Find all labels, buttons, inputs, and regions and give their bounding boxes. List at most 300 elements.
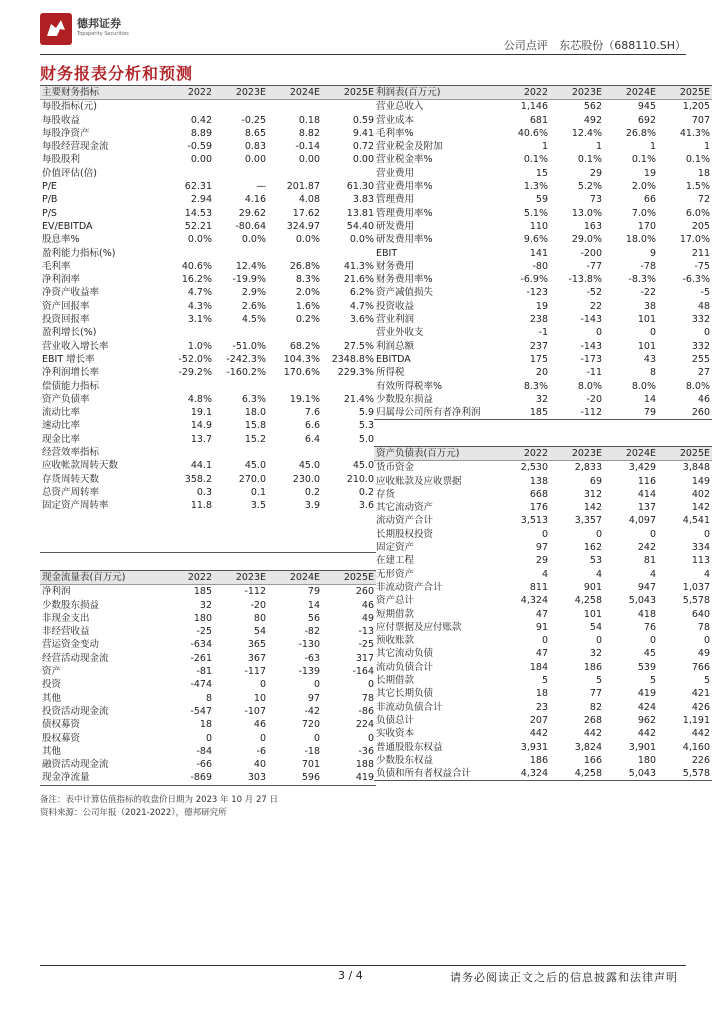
cell-value: 19 (535, 300, 548, 312)
cell-value: 46 (697, 393, 710, 405)
cell-value: 0.1% (685, 154, 710, 166)
row-label (40, 539, 160, 553)
stock-name: 东芯股份（688110.SH） (559, 39, 686, 52)
table-row (40, 313, 376, 326)
cell-value: 8.3% (523, 380, 548, 392)
row-label: 研发费用率% (376, 234, 433, 246)
cell-value (322, 380, 376, 393)
cell-value: 18 (535, 688, 548, 700)
cell-value: 3,848 (682, 462, 710, 474)
table-row (40, 286, 376, 299)
cell-value: 0 (313, 732, 320, 744)
cell-value: 5.3 (358, 420, 374, 432)
cell-value: 176 (529, 502, 548, 514)
cell-value: 260 (658, 406, 712, 420)
table-row (40, 340, 376, 353)
cell-value: 539 (637, 661, 656, 673)
row-label: 存货周转天数 (42, 473, 100, 485)
cell-value: 80 (253, 612, 266, 624)
row-label: 普通股股东权益 (376, 741, 443, 753)
table-row (40, 665, 376, 678)
cell-value: -173 (580, 353, 602, 365)
table-row (40, 459, 376, 472)
table-header-row (40, 571, 376, 585)
table-row (40, 705, 376, 718)
cell-value: 947 (637, 581, 656, 593)
row-label: 归属母公司所有者净利润 (374, 406, 500, 420)
row-label: 净资产收益率 (42, 287, 100, 299)
cell-value: 303 (214, 771, 268, 785)
table-row (40, 771, 376, 785)
cell-value: 141 (529, 247, 548, 259)
cell-value: 18 (199, 719, 212, 731)
cell-value: 40 (253, 759, 266, 771)
table-row (40, 247, 376, 260)
cell-value: 0 (649, 635, 656, 647)
table-row (374, 461, 712, 475)
cell-value: -19.9% (232, 274, 266, 286)
cell-value: -112 (550, 406, 604, 420)
table-row (374, 727, 712, 740)
row-label: 净利润 (42, 586, 71, 598)
cell-value (160, 167, 214, 180)
table-row (40, 718, 376, 731)
cell-value: 97 (535, 542, 548, 554)
table-row (374, 767, 712, 781)
cell-value: 3.1% (187, 314, 212, 326)
note-source: 资料来源：公司年报（2021-2022），德邦研究所 (40, 808, 227, 818)
table-row (40, 273, 376, 286)
cell-value: 0.1% (523, 154, 548, 166)
cell-value: 49 (697, 648, 710, 660)
cell-value: 10 (253, 692, 266, 704)
cell-value: 207 (529, 714, 548, 726)
logo-company-name-en: Topsperity Securities (77, 31, 129, 37)
table-row (40, 127, 376, 140)
cell-value: 4,160 (682, 741, 710, 753)
cell-value: 1,205 (682, 101, 710, 113)
cell-value: -139 (298, 666, 320, 678)
cell-value: 5.1% (523, 207, 548, 219)
cell-value: 6.3% (241, 393, 266, 405)
cell-value: 0 (205, 732, 212, 744)
cell-value (268, 539, 322, 553)
cell-value: 26.8% (289, 260, 320, 272)
cell-value: 29.0% (571, 234, 602, 246)
cell-value: 562 (583, 101, 602, 113)
cell-value: 596 (268, 771, 322, 785)
cell-value: -6.9% (520, 274, 548, 286)
cell-value: 2.94 (190, 194, 212, 206)
cell-value: 0 (703, 327, 710, 339)
cell-value: 2023E (550, 447, 604, 461)
row-label: 盈利能力指标(%) (42, 247, 116, 259)
cell-value: 3,901 (628, 741, 656, 753)
cell-value: 2.0% (295, 287, 320, 299)
row-label: 投资回报率 (42, 314, 90, 326)
cell-value: -63 (304, 652, 320, 664)
row-label: 财务费用 (376, 260, 415, 272)
cell-value: -0.59 (187, 141, 212, 153)
cell-value: 47 (535, 608, 548, 620)
cell-value: 44.1 (190, 460, 212, 472)
row-label: 管理费用 (376, 194, 415, 206)
cell-value: 229.3% (337, 367, 374, 379)
cell-value: 0 (367, 679, 374, 691)
row-label: 在建工程 (376, 555, 415, 567)
cell-value: 5 (541, 675, 548, 687)
table-row (374, 313, 712, 326)
cell-value: 424 (637, 701, 656, 713)
note-valuation-date: 备注：表中计算估值指标的收盘价日期为 2023 年 10 月 27 日 (40, 795, 278, 805)
cell-value (268, 100, 322, 114)
cell-value: 0 (259, 732, 266, 744)
cell-value: 367 (247, 652, 266, 664)
cell-value: 180 (193, 612, 212, 624)
cell-value: 7.6 (304, 407, 320, 419)
cell-value: -78 (640, 260, 656, 272)
row-label: 货币资金 (376, 462, 415, 474)
row-label: 营业外收支 (376, 327, 424, 339)
cell-value: 15.8 (244, 420, 266, 432)
cell-value: 3,931 (520, 741, 548, 753)
row-label: 净利润增长率 (42, 367, 100, 379)
cell-value: 0 (595, 528, 602, 540)
row-label: 偿债能力指标 (42, 380, 100, 392)
cell-value: 8.0% (685, 380, 710, 392)
cell-value: -75 (694, 260, 710, 272)
cell-value: 1 (541, 141, 548, 153)
table-row (374, 193, 712, 206)
cell-value: 19.1 (190, 407, 212, 419)
cell-value: 6.2% (349, 287, 374, 299)
cell-value: 29 (589, 167, 602, 179)
table-header-row (374, 447, 712, 461)
table-row (40, 114, 376, 127)
footer-divider (40, 965, 686, 966)
row-label: 盈利增长(%) (42, 327, 97, 339)
cell-value: 4,541 (682, 515, 710, 527)
cell-value: 11.8 (190, 500, 212, 512)
cell-value: 77 (589, 688, 602, 700)
row-label: 所得税 (376, 367, 405, 379)
row-label: 管理费用率% (376, 207, 433, 219)
cell-value: 3.5 (250, 500, 266, 512)
cell-value: 14 (643, 393, 656, 405)
cell-value: 418 (637, 608, 656, 620)
page-number: 3 / 4 (338, 969, 363, 982)
cell-value: 26.8% (625, 127, 656, 139)
table-row (374, 207, 712, 220)
row-label: 营业税金及附加 (376, 141, 443, 153)
cell-value: 18.0 (244, 407, 266, 419)
cell-value: 17.0% (679, 234, 710, 246)
cell-value: 59 (535, 194, 548, 206)
cell-value: -52.0% (178, 353, 212, 365)
balance-sheet-table (374, 446, 712, 781)
cell-value: -164 (352, 666, 374, 678)
cell-value: 7.0% (631, 207, 656, 219)
cell-value: 9.6% (523, 234, 548, 246)
cell-value: -81 (196, 666, 212, 678)
row-label: 少数股东权益 (376, 754, 434, 766)
cell-value: 402 (691, 488, 710, 500)
cell-value: 0.3 (196, 486, 212, 498)
row-label: 利润表(百万元) (374, 86, 500, 100)
cell-value: 8.0% (577, 380, 602, 392)
cell-value: 0.1% (577, 154, 602, 166)
cell-value: 53 (589, 555, 602, 567)
row-label: 利润总额 (376, 340, 415, 352)
row-label: 营业总收入 (376, 101, 424, 113)
cell-value (160, 446, 214, 459)
row-label: 其他 (42, 745, 62, 757)
row-label: 固定资产周转率 (42, 500, 109, 512)
cell-value: 5.0 (358, 433, 374, 445)
cell-value: 4,258 (550, 767, 604, 781)
cell-value: 2025E (658, 447, 712, 461)
table-row (374, 127, 712, 140)
row-label: 营运资金变动 (42, 639, 100, 651)
row-label: 投资 (42, 679, 62, 691)
row-label: 实收资本 (376, 728, 415, 740)
cell-value: 0 (649, 327, 656, 339)
cell-value: 2023E (214, 86, 268, 100)
cell-value: -242.3% (226, 353, 266, 365)
cell-value: 186 (583, 661, 602, 673)
cell-value: 419 (637, 688, 656, 700)
cell-value: 6.0% (685, 207, 710, 219)
cell-value: 0.0% (187, 234, 212, 246)
table-row (40, 732, 376, 745)
cell-value: 52.21 (184, 220, 212, 232)
cell-value: -77 (586, 260, 602, 272)
table-row (40, 692, 376, 705)
cell-value (214, 100, 268, 114)
cell-value: 175 (529, 353, 548, 365)
row-label: 应收账款及应收票据 (376, 475, 462, 487)
cell-value: 2024E (268, 571, 322, 585)
cell-value (268, 380, 322, 393)
cell-value: 16.2% (181, 274, 212, 286)
row-label: 非流动负债合计 (376, 701, 443, 713)
row-label: 流动负债合计 (376, 661, 434, 673)
cell-value: 72 (697, 194, 710, 206)
table-row (40, 745, 376, 758)
row-label: 非流动资产合计 (376, 581, 443, 593)
cell-value: 0.00 (244, 154, 266, 166)
cell-value: 668 (529, 488, 548, 500)
cell-value: 45 (643, 648, 656, 660)
table-row (374, 220, 712, 233)
cell-value (268, 326, 322, 339)
table-row (374, 167, 712, 180)
cell-value: 237 (529, 340, 548, 352)
cell-value: 707 (691, 114, 710, 126)
cell-value: 4.16 (244, 194, 266, 206)
row-label: EBIT 增长率 (42, 353, 95, 365)
cell-value: 0 (703, 528, 710, 540)
main-indicators-table (40, 85, 376, 553)
cell-value: 0.00 (352, 154, 374, 166)
cell-value: 640 (691, 608, 710, 620)
table-row (374, 406, 712, 420)
cell-value: -547 (190, 705, 212, 717)
cell-value: 332 (691, 340, 710, 352)
cell-value (214, 247, 268, 260)
row-label: 应收帐款周转天数 (42, 460, 119, 472)
cell-value: 43 (643, 353, 656, 365)
table-row (374, 541, 712, 554)
cell-value: 13.0% (571, 207, 602, 219)
cell-value: 681 (529, 114, 548, 126)
cell-value: 97 (307, 692, 320, 704)
table-row (40, 140, 376, 153)
row-label: 少数股东损益 (42, 599, 100, 611)
cell-value: 184 (529, 661, 548, 673)
cell-value: 8.3% (295, 274, 320, 286)
table-row (40, 638, 376, 651)
cell-value: 185 (500, 406, 550, 420)
cell-value: 2.6% (241, 300, 266, 312)
cell-value: 4.7% (349, 300, 374, 312)
cell-value: -8.3% (628, 274, 656, 286)
cell-value: 79 (307, 586, 320, 598)
cell-value: -634 (190, 639, 212, 651)
row-label: EV/EBITDA (42, 220, 93, 232)
cell-value: 3,824 (574, 741, 602, 753)
cell-value: 5.9 (358, 407, 374, 419)
cell-value: -66 (196, 759, 212, 771)
cell-value: 701 (301, 759, 320, 771)
table-row (374, 647, 712, 660)
cell-value: -112 (244, 586, 266, 598)
table-row (40, 678, 376, 691)
cell-value: -130 (298, 639, 320, 651)
table-row (374, 273, 712, 286)
cell-value: -123 (526, 287, 548, 299)
cell-value: -160.2% (226, 367, 266, 379)
row-label: 财务费用率% (376, 274, 433, 286)
cell-value: 492 (583, 114, 602, 126)
table-row (40, 499, 376, 512)
row-label (40, 526, 160, 539)
table-row (374, 475, 712, 488)
row-label: 其它流动负债 (376, 648, 434, 660)
table-row (374, 661, 712, 674)
cell-value: 414 (637, 488, 656, 500)
cell-value: 2022 (500, 447, 550, 461)
cell-value (214, 446, 268, 459)
row-label: EBITDA (376, 353, 411, 365)
cell-value: 21.4% (343, 393, 374, 405)
cell-value: 78 (697, 621, 710, 633)
cell-value: 0 (649, 528, 656, 540)
cell-value: 54 (589, 621, 602, 633)
cell-value: 14.9 (190, 420, 212, 432)
cell-value: 2024E (604, 447, 658, 461)
table-row (40, 758, 376, 771)
cell-value: 4 (541, 568, 548, 580)
cell-value: -0.25 (241, 114, 266, 126)
cell-value: 188 (355, 759, 374, 771)
cell-value (322, 100, 376, 114)
cell-value: 332 (691, 314, 710, 326)
table-row (374, 393, 712, 406)
cell-value: 170.6% (283, 367, 320, 379)
cell-value: 32 (199, 599, 212, 611)
table-row (40, 366, 376, 379)
cell-value: 4 (595, 568, 602, 580)
cell-value: 2025E (322, 86, 376, 100)
cell-value: 49 (361, 612, 374, 624)
cell-value (322, 539, 376, 553)
table-row (374, 501, 712, 514)
cell-value: 110 (529, 220, 548, 232)
row-label: 毛利率% (376, 127, 414, 139)
cell-value: 0.0% (241, 234, 266, 246)
row-label: 长期借款 (376, 675, 415, 687)
cell-value (160, 326, 214, 339)
row-label: 每股股利 (42, 154, 81, 166)
cell-value: 5.2% (577, 181, 602, 193)
cell-value: 32 (589, 648, 602, 660)
row-label: 现金流量表(百万元) (40, 571, 160, 585)
cell-value: -474 (190, 679, 212, 691)
cell-value: 0.18 (298, 114, 320, 126)
cell-value: 47 (535, 648, 548, 660)
cell-value: 15.2 (244, 433, 266, 445)
row-label: 流动比率 (42, 407, 81, 419)
cell-value: 0.2% (295, 314, 320, 326)
cell-value: 56 (307, 612, 320, 624)
cell-value: 40.6% (517, 127, 548, 139)
cell-value: 4 (703, 568, 710, 580)
table-row (40, 526, 376, 539)
row-label (40, 513, 160, 526)
row-label: 资产负债表(百万元) (374, 447, 500, 461)
row-label: 股权募资 (42, 732, 81, 744)
row-label: P/S (42, 207, 57, 219)
cell-value: 2022 (160, 571, 214, 585)
cell-value: 334 (691, 542, 710, 554)
table-row (40, 446, 376, 459)
table-row (40, 513, 376, 526)
row-label: 预收账款 (376, 635, 415, 647)
cell-value: 29 (535, 555, 548, 567)
row-label: 每股净资产 (42, 127, 90, 139)
table-row (374, 247, 712, 260)
cell-value: 0 (259, 679, 266, 691)
cell-value: 14.53 (184, 207, 212, 219)
row-label: 营业费用率% (376, 181, 433, 193)
table-row (40, 585, 376, 599)
cell-value: 4,324 (500, 767, 550, 781)
table-row (374, 353, 712, 366)
table-row (40, 473, 376, 486)
cell-value: -42 (304, 705, 320, 717)
cell-value: -6 (256, 745, 266, 757)
table-row (374, 754, 712, 767)
row-label: 投资收益 (376, 300, 415, 312)
cell-value: -869 (160, 771, 214, 785)
table-row (374, 380, 712, 393)
cell-value: 186 (529, 754, 548, 766)
cell-value: 2025E (658, 86, 712, 100)
table-row (374, 326, 712, 339)
cell-value: 2024E (604, 86, 658, 100)
cell-value: 945 (637, 101, 656, 113)
